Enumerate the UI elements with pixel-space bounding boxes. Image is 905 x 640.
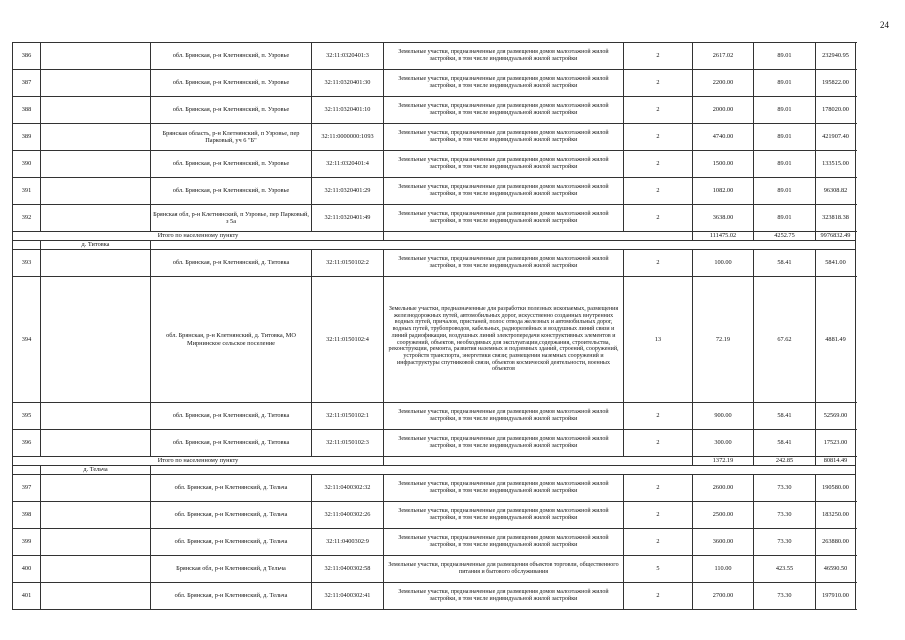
use-group: 2 [624,178,693,205]
area-value: 2617.02 [693,43,754,70]
rate-value: 73.30 [754,583,816,610]
cadastral-number: 32:11:0000000:1093 [312,124,384,151]
subtotal-area: 111475.02 [693,232,754,241]
locality-cell [41,583,151,610]
address-cell: обл. Брянская, р-н Клетнянский, д. Титовка [151,250,312,277]
table-row [13,475,856,502]
locality-cell [41,475,151,502]
row-number: 401 [13,583,41,610]
use-group: 2 [624,70,693,97]
locality-cell [41,43,151,70]
cadastral-number: 32:11:0400302:41 [312,583,384,610]
row-number: 391 [13,178,41,205]
locality-cell [41,97,151,124]
use-group: 2 [624,250,693,277]
land-use-description: Земельные участки, предназначенные для размещения домов малоэтажной жилой застройки, в том числе индивидуальной жилой застройки [384,250,624,277]
locality-row [13,466,856,475]
cadastral-number: 32:11:0320401:29 [312,178,384,205]
locality-row [13,241,856,250]
area-value: 2700.00 [693,583,754,610]
table-row [13,556,856,583]
rate-value: 89.01 [754,178,816,205]
subtotal-value: 9976832.49 [816,232,856,241]
row-number: 395 [13,403,41,430]
locality-cell [41,430,151,457]
address-cell: обл. Брянская, р-н Клетнянский, д. Титовка, МО Мирнинское сельское поселение [151,277,312,403]
rate-value: 89.01 [754,151,816,178]
row-number: 388 [13,97,41,124]
table-row [13,529,856,556]
table-row [13,43,856,70]
locality-cell [41,556,151,583]
land-use-description: Земельные участки, предназначенные для размещения домов малоэтажной жилой застройки, в том числе индивидуальной жилой застройки [384,124,624,151]
use-group: 2 [624,502,693,529]
table-row [13,277,856,403]
rate-value: 89.01 [754,97,816,124]
area-value: 4740.00 [693,124,754,151]
use-group: 2 [624,529,693,556]
cadastral-value: 52569.00 [816,403,856,430]
cadastral-value: 197910.00 [816,583,856,610]
locality-cell [41,250,151,277]
cadastral-number: 32:11:0150102:2 [312,250,384,277]
cadastral-number: 32:11:0320401:49 [312,205,384,232]
cadastral-number: 32:11:0150102:3 [312,430,384,457]
locality-num [13,241,41,250]
use-group: 2 [624,124,693,151]
area-value: 2000.00 [693,97,754,124]
locality-name: д. Тельча [41,466,151,475]
subtotal-value: 80814.49 [816,457,856,466]
locality-cell [41,277,151,403]
locality-name: д. Титовка [41,241,151,250]
cadastral-value: 46590.50 [816,556,856,583]
subtotal-row [13,232,856,241]
locality-empty [151,466,856,475]
area-value: 110.00 [693,556,754,583]
address-cell: обл. Брянская, р-н Клетнянский, д. Тельча [151,583,312,610]
area-value: 100.00 [693,250,754,277]
subtotal-spacer [384,232,693,241]
subtotal-label: Итого по населенному пункту [13,232,384,241]
row-number: 389 [13,124,41,151]
subtotal-row [13,457,856,466]
locality-cell [41,70,151,97]
area-value: 3600.00 [693,529,754,556]
use-group: 2 [624,583,693,610]
row-number: 399 [13,529,41,556]
rate-value: 58.41 [754,430,816,457]
use-group: 2 [624,205,693,232]
table-row [13,403,856,430]
rate-value: 89.01 [754,205,816,232]
cadastral-number: 32:11:0150102:1 [312,403,384,430]
use-group: 5 [624,556,693,583]
land-use-description: Земельные участки, предназначенные для размещения домов малоэтажной жилой застройки, в том числе индивидуальной жилой застройки [384,70,624,97]
land-use-description: Земельные участки, предназначенные для размещения домов малоэтажной жилой застройки, в том числе индивидуальной жилой застройки [384,178,624,205]
rate-value: 73.30 [754,475,816,502]
address-cell: обл. Брянская, р-н Клетнянский, п. Узровье [151,70,312,97]
rate-value: 58.41 [754,250,816,277]
cadastral-value: 421907.40 [816,124,856,151]
address-cell: обл. Брянская, р-н Клетнянский, д. Тельча [151,502,312,529]
area-value: 1500.00 [693,151,754,178]
cadastral-value: 96308.82 [816,178,856,205]
cadastral-number: 32:11:0400302:9 [312,529,384,556]
cadastral-value: 183250.00 [816,502,856,529]
land-use-description: Земельные участки, предназначенные для размещения домов малоэтажной жилой застройки, в том числе индивидуальной жилой застройки [384,205,624,232]
cadastral-value: 232940.95 [816,43,856,70]
cadastral-number: 32:11:0320401:4 [312,151,384,178]
cadastral-value: 17523.00 [816,430,856,457]
cadastral-value: 190580.00 [816,475,856,502]
cadastral-value: 323818.38 [816,205,856,232]
table-row [13,502,856,529]
address-cell: обл. Брянская, р-н Клетнянский, п. Узровье [151,151,312,178]
table-row [13,205,856,232]
table-row [13,151,856,178]
row-number: 400 [13,556,41,583]
address-cell: обл. Брянская, р-н Клетнянский, п. Узровье [151,97,312,124]
table-row [13,250,856,277]
table-row [13,124,856,151]
land-use-description: Земельные участки, предназначенные для размещения домов малоэтажной жилой застройки, в том числе индивидуальной жилой застройки [384,583,624,610]
use-group: 2 [624,151,693,178]
subtotal-rate: 242.85 [754,457,816,466]
area-value: 72.19 [693,277,754,403]
area-value: 2200.00 [693,70,754,97]
subtotal-spacer [384,457,693,466]
land-use-description: Земельные участки, предназначенные для размещения домов малоэтажной жилой застройки, в том числе индивидуальной жилой застройки [384,475,624,502]
row-number: 397 [13,475,41,502]
subtotal-rate: 4252.75 [754,232,816,241]
address-cell: Брянская обл, р-н Клетнянский, п Узровье, пер Парковый, з 5а [151,205,312,232]
cadastral-number: 32:11:0400302:26 [312,502,384,529]
cadastral-number: 32:11:0320401:3 [312,43,384,70]
cadastral-value: 263880.00 [816,529,856,556]
rate-value: 423.55 [754,556,816,583]
area-value: 2500.00 [693,502,754,529]
cadastral-value: 178020.00 [816,97,856,124]
use-group: 2 [624,475,693,502]
address-cell: обл. Брянская, р-н Клетнянский, д. Тельча [151,475,312,502]
rate-value: 73.30 [754,502,816,529]
cadastral-number: 32:11:0320401:30 [312,70,384,97]
row-number: 390 [13,151,41,178]
locality-cell [41,529,151,556]
table-body [13,43,856,610]
subtotal-area: 1372.19 [693,457,754,466]
rate-value: 89.01 [754,70,816,97]
table-row [13,430,856,457]
use-group: 13 [624,277,693,403]
row-number: 387 [13,70,41,97]
row-number: 394 [13,277,41,403]
cadastral-value: 4881.49 [816,277,856,403]
locality-cell [41,151,151,178]
use-group: 2 [624,97,693,124]
cadastral-value: 195822.00 [816,70,856,97]
land-use-description: Земельные участки, предназначенные для размещения домов малоэтажной жилой застройки, в том числе индивидуальной жилой застройки [384,151,624,178]
rate-value: 67.62 [754,277,816,403]
row-number: 392 [13,205,41,232]
subtotal-label: Итого по населенному пункту [13,457,384,466]
land-use-description: Земельные участки, предназначенные для размещения домов малоэтажной жилой застройки, в том числе индивидуальной жилой застройки [384,43,624,70]
address-cell: обл. Брянская, р-н Клетнянский, п. Узровье [151,43,312,70]
row-number: 396 [13,430,41,457]
locality-cell [41,124,151,151]
cadastral-number: 32:11:0400302:58 [312,556,384,583]
address-cell: обл. Брянская, р-н Клетнянский, д. Титовка [151,430,312,457]
rate-value: 73.30 [754,529,816,556]
locality-empty [151,241,856,250]
land-use-description: Земельные участки, предназначенные для размещения домов малоэтажной жилой застройки, в том числе индивидуальной жилой застройки [384,97,624,124]
row-number: 398 [13,502,41,529]
land-use-description: Земельные участки, предназначенные для разработки полезных ископаемых, размещения железнодорожных путей, автомобильных дорог, искусственно созданных внутренних водных путей, причалов, пристаней, полос отвода железных и автомобильных дорог, водных путей, трубопроводов, кабельных, радиорелейных и воздушных линий связи и линий радиофикации, воздушных линий электропередачи конструктивных элементов и сооружений, объектов, необходимых для эксплуатации,содержания, строительства, реконструкции, ремонта, развития наземных и подземных зданий, строений, сооружений, устройств транспорта, энергетики связи; размещения наземных сооружений и инфраструктуры спутниковой связи, объектов космической деятельности, военных объектов [384,277,624,403]
locality-cell [41,178,151,205]
table-row [13,178,856,205]
locality-num [13,466,41,475]
table-row [13,97,856,124]
address-cell: обл. Брянская, р-н Клетнянский, д. Титовка [151,403,312,430]
use-group: 2 [624,430,693,457]
land-use-description: Земельные участки, предназначенные для размещения домов малоэтажной жилой застройки, в том числе индивидуальной жилой застройки [384,529,624,556]
area-value: 1082.00 [693,178,754,205]
page-number: 24 [880,20,889,30]
land-use-description: Земельные участки, предназначенные для размещения домов малоэтажной жилой застройки, в том числе индивидуальной жилой застройки [384,403,624,430]
address-cell: Брянская обл, р-н Клетнянский, д Тельча [151,556,312,583]
locality-cell [41,403,151,430]
land-use-description: Земельные участки, предназначенные для размещения домов малоэтажной жилой застройки, в том числе индивидуальной жилой застройки [384,502,624,529]
land-use-description: Земельные участки, предназначенные для размещения домов малоэтажной жилой застройки, в том числе индивидуальной жилой застройки [384,430,624,457]
land-use-description: Земельные участки, предназначенные для размещения объектов торговли, общественного питания и бытового обслуживания [384,556,624,583]
rate-value: 89.01 [754,124,816,151]
address-cell: обл. Брянская, р-н Клетнянский, д. Тельча [151,529,312,556]
cadastral-number: 32:11:0320401:10 [312,97,384,124]
locality-cell [41,502,151,529]
cadastral-number: 32:11:0150102:4 [312,277,384,403]
area-value: 300.00 [693,430,754,457]
row-number: 393 [13,250,41,277]
rate-value: 89.01 [754,43,816,70]
area-value: 900.00 [693,403,754,430]
cadastral-number: 32:11:0400302:32 [312,475,384,502]
table-row [13,70,856,97]
rate-value: 58.41 [754,403,816,430]
address-cell: Брянская область, р-н Клетнянский, п Узровье, пер Парковый, уч 6 "Б" [151,124,312,151]
locality-cell [41,205,151,232]
use-group: 2 [624,403,693,430]
table-row [13,583,856,610]
area-value: 3638.00 [693,205,754,232]
cadastral-value: 5841.00 [816,250,856,277]
area-value: 2600.00 [693,475,754,502]
use-group: 2 [624,43,693,70]
address-cell: обл. Брянская, р-н Клетнянский, п. Узровье [151,178,312,205]
land-registry-table [12,42,856,610]
row-number: 386 [13,43,41,70]
cadastral-value: 133515.00 [816,151,856,178]
